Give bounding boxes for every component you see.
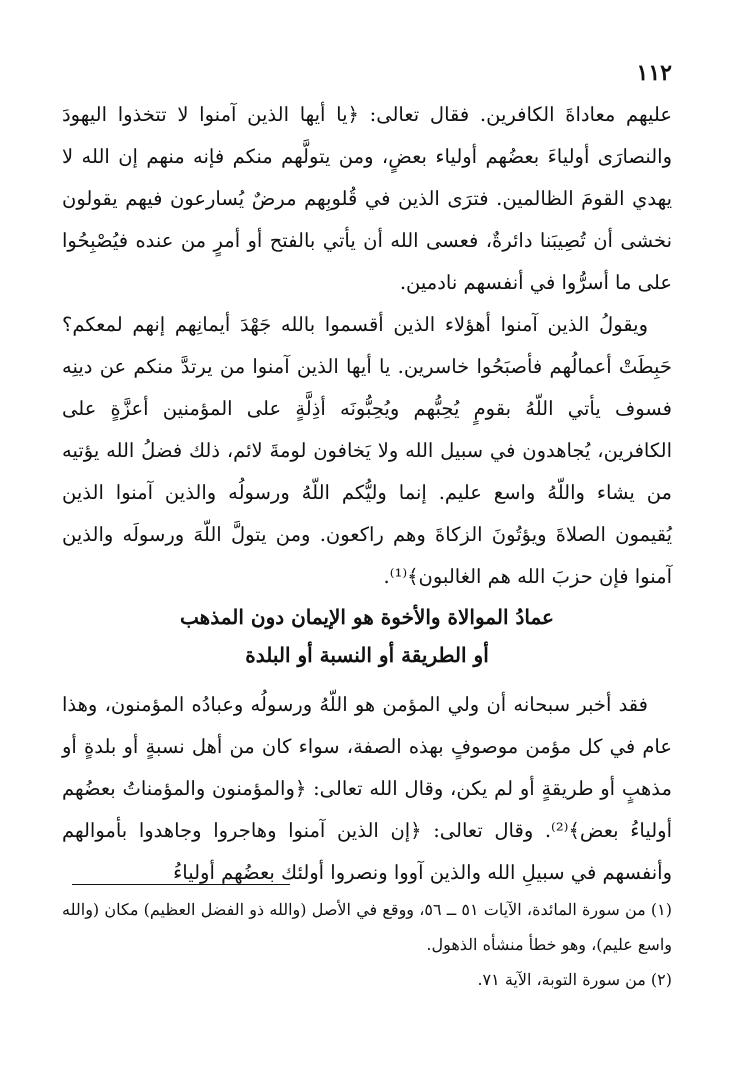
heading-line-2: أو الطريقة أو النسبة أو البلدة xyxy=(245,643,489,667)
page-number: ١١٢ xyxy=(636,60,672,86)
footnote-separator xyxy=(72,884,290,885)
main-text xyxy=(62,94,672,894)
section-heading xyxy=(62,598,672,674)
heading-line-1: عمادُ الموالاة والأخوة هو الإيمان دون المذهب xyxy=(180,605,554,629)
footnote-1: (١) من سورة المائدة، الآيات ٥١ ــ ٥٦، ووقع في الأصل (والله ذو الفضل العظيم) مكان (والله واسع عليم)، وهو خطأ منشأه الذهول. xyxy=(62,900,673,954)
paragraph-2: ويقولُ الذين آمنوا أهؤلاء الذين أقسموا بالله جَهْدَ أيمانِهم إنهم لمعكم؟ حَبِطَتْ أعمالُهم فأصبَحُوا خاسرين. يا أيها الذين آمنوا من يرتدَّ منكم عن دينِه فسوف يأتي اللّهُ بقومٍ يُحِبُّهم ويُحِبُّونَه أذِلَّةٍ على المؤمنين أعزَّةٍ على الكافرين، يُجاهدون في سبيل الله ولا يَخافون لومةَ لائم، ذلك فضلُ الله يؤتيه من يشاء واللّهُ واسع عليم. إنما وليُّكم اللّهُ ورسولُه والذين آمنوا الذين يُقيمون الصلاةَ ويؤتُونَ الزكاةَ وهم راكعون. ومن يتولَّ اللّهَ ورسولَه والذين آمنوا فإن حزبَ الله هم الغالبون﴾⁽¹⁾. xyxy=(62,313,672,588)
paragraph-1: عليهم معاداةَ الكافرين. فقال تعالى: ﴿يا أيها الذين آمنوا لا تتخذوا اليهودَ والنصارَى أولياءَ بعضُهم أولياء بعضٍ، ومن يتولَّهم منكم فإنه منهم إن الله لا يهدي القومَ الظالمين. فترَى الذين في قُلوبِهم مرضٌ يُسارعون فيهم يقولون نخشى أن تُصِيبَنا دائرةٌ، فعسى الله أن يأتي بالفتح أو أمرٍ من عنده فيُصْبِحُوا على ما أسرُّوا في أنفسهم نادمين. xyxy=(62,103,672,294)
paragraph-3: فقد أخبر سبحانه أن ولي المؤمن هو اللّهُ ورسولُه وعبادُه المؤمنون، وهذا عام في كل مؤمن موصوفٍ بهذه الصفة، سواء كان من أهل نسبةٍ أو بلدةٍ أو مذهبٍ أو طريقةٍ أو لم يكن، وقال الله تعالى: ﴿والمؤمنون والمؤمناتُ بعضُهم أولياءُ بعض﴾⁽²⁾. وقال تعالى: ﴿إن الذين آمنوا وهاجروا وجاهدوا بأموالهم وأنفسهم في سبيلِ الله والذين آووا ونصروا أولئك بعضُهم أولياءُ xyxy=(62,693,672,884)
footnotes xyxy=(62,892,672,997)
footnote-2: (٢) من سورة التوبة، الآية ٧١. xyxy=(477,970,672,989)
